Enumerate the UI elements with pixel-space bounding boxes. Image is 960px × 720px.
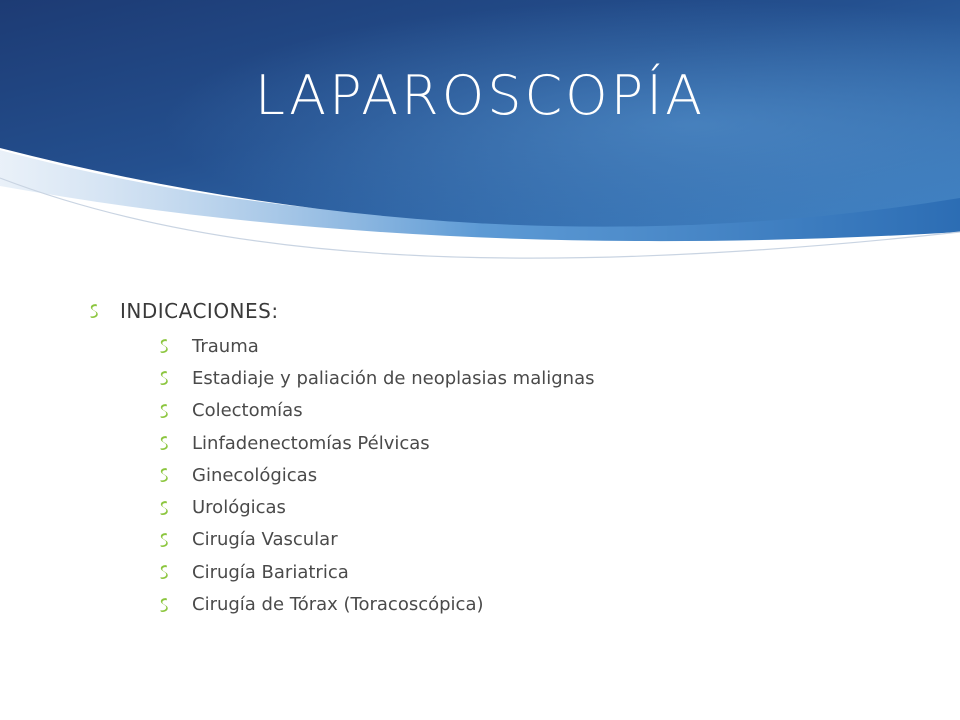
s-swirl-bullet-icon bbox=[158, 435, 170, 451]
list-item bbox=[158, 524, 908, 556]
indications-list bbox=[88, 330, 908, 621]
list-item-label: Ginecológicas bbox=[192, 464, 318, 486]
list-item bbox=[158, 362, 908, 394]
list-item-label: Trauma bbox=[192, 335, 259, 357]
list-item bbox=[158, 395, 908, 427]
list-heading bbox=[88, 292, 908, 330]
list-item-label: Cirugía Bariatrica bbox=[192, 561, 349, 583]
list-item bbox=[158, 556, 908, 588]
s-swirl-bullet-icon bbox=[158, 467, 170, 483]
list-item bbox=[158, 459, 908, 491]
s-swirl-bullet-icon bbox=[158, 338, 170, 354]
s-swirl-bullet-icon bbox=[158, 597, 170, 613]
list-item bbox=[158, 427, 908, 459]
s-swirl-bullet-icon bbox=[158, 532, 170, 548]
slide-title: LAPAROSCOPÍA bbox=[254, 64, 706, 127]
list-heading-label: INDICACIONES: bbox=[120, 299, 279, 323]
list-item-label: Cirugía de Tórax (Toracoscópica) bbox=[192, 594, 484, 616]
header-banner bbox=[0, 0, 960, 300]
list-item-label: Colectomías bbox=[192, 400, 303, 422]
s-swirl-bullet-icon bbox=[158, 564, 170, 580]
list-item-label: Cirugía Vascular bbox=[192, 529, 338, 551]
list-item-label: Estadiaje y paliación de neoplasias malignas bbox=[192, 367, 595, 389]
list-item bbox=[158, 330, 908, 362]
list-item-label: Urológicas bbox=[192, 497, 286, 519]
content-area bbox=[88, 292, 908, 621]
list-item bbox=[158, 491, 908, 523]
s-swirl-bullet-icon bbox=[158, 370, 170, 386]
s-swirl-bullet-icon bbox=[158, 500, 170, 516]
s-swirl-bullet-icon bbox=[158, 403, 170, 419]
s-swirl-bullet-icon bbox=[88, 303, 100, 319]
list-item-label: Linfadenectomías Pélvicas bbox=[192, 432, 430, 454]
list-item bbox=[158, 588, 908, 620]
